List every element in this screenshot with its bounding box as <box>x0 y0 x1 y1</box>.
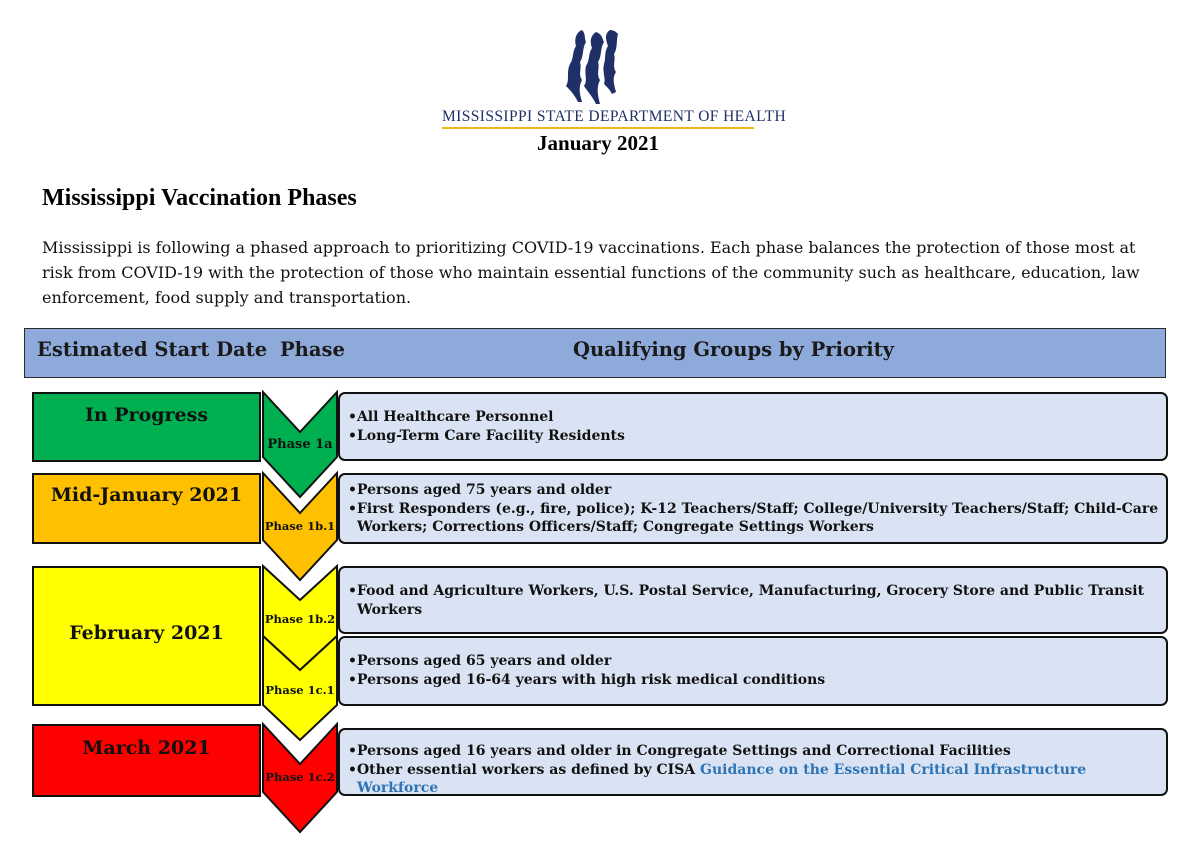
group-item-cisa <box>348 761 1162 798</box>
group-item: •Food and Agriculture Workers, U.S. Postal Service, Manufacturing, Grocery Store and Public Transit Workers <box>348 583 1145 618</box>
phase-1b1-label: Phase 1b.1 <box>264 519 336 533</box>
date-in-progress: In Progress <box>84 404 209 426</box>
groups-phase-1a <box>338 392 1168 461</box>
group-item: •Persons aged 75 years and older <box>348 482 612 498</box>
report-date: January 2021 <box>537 131 659 155</box>
date-march: March 2021 <box>82 737 211 759</box>
groups-phase-1c2 <box>338 728 1168 796</box>
phase-1a-label: Phase 1a <box>267 437 333 452</box>
page-title: Mississippi Vaccination Phases <box>42 185 357 211</box>
groups-phase-1b2 <box>338 566 1168 634</box>
date-mid-january: Mid-January 2021 <box>50 484 243 506</box>
header-qualifying-groups: Qualifying Groups by Priority <box>573 338 894 361</box>
group-item: •All Healthcare Personnel <box>348 409 554 425</box>
cisa-prefix: •Other essential workers as defined by CISA <box>348 761 701 778</box>
groups-phase-1b1 <box>338 473 1168 544</box>
group-item: •Persons aged 65 years and older <box>348 653 612 669</box>
group-item: •Persons aged 16 years and older in Congregate Settings and Correctional Facilities <box>348 743 1011 759</box>
date-february: February 2021 <box>69 622 224 644</box>
groups-phase-1c1 <box>338 636 1168 706</box>
phase-1c1-label: Phase 1c.1 <box>265 683 335 697</box>
group-item: •First Responders (e.g., fire, police); K-12 Teachers/Staff; College/University Teachers/Staff; Child-Care Workers; Corrections Officers/Staff; Congregate Settings Workers <box>348 500 1159 535</box>
phase-1b2-label: Phase 1b.2 <box>264 612 336 626</box>
group-item: •Persons aged 16-64 years with high risk medical conditions <box>348 671 826 688</box>
phase-1c2-label: Phase 1c.2 <box>265 770 335 784</box>
department-name: MISSISSIPPI STATE DEPARTMENT OF HEALTH <box>442 108 787 125</box>
group-item: •Long-Term Care Facility Residents <box>348 427 625 444</box>
header-start-date: Estimated Start Date <box>37 338 268 361</box>
intro-paragraph: Mississippi is following a phased approach to prioritizing COVID-19 vaccinations. Each phase balances the protection of those most at risk from COVID-19 with the protection of those who maintain essential functions of the community such as healthcare, education, law enforcement, food supply and transportation. <box>42 238 1140 307</box>
cisa-guidance-link[interactable]: Guidance on the Essential Critical Infrastructure Workforce <box>357 761 1087 796</box>
header-phase: Phase <box>280 338 345 361</box>
